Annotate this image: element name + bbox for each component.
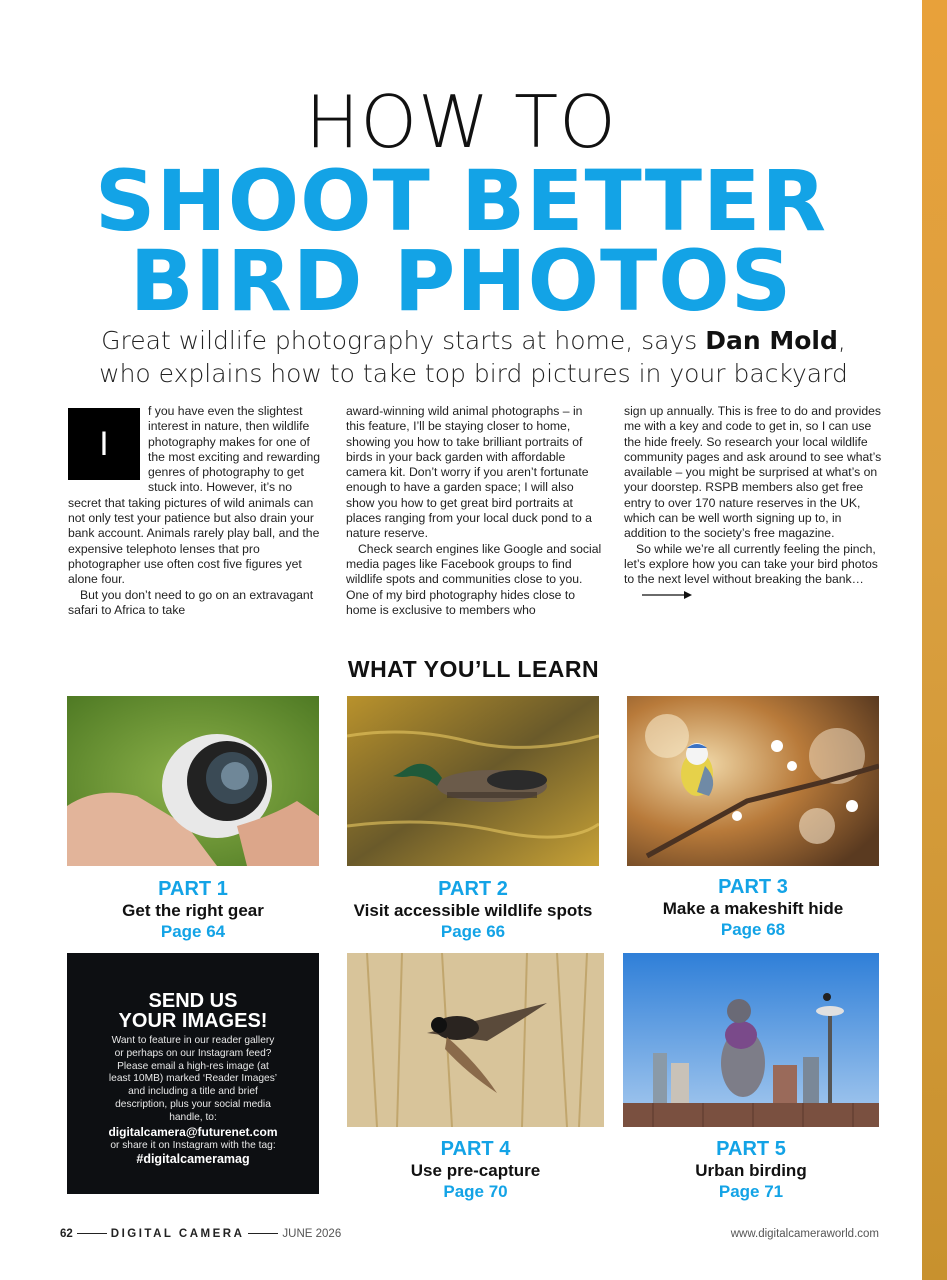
instagram-tag[interactable]: #digitalcameramag xyxy=(136,1152,250,1167)
pigeon-photo xyxy=(623,953,879,1127)
part-1-page: Page 64 xyxy=(160,922,226,941)
continue-arrow-icon xyxy=(642,590,692,600)
part-2-number: PART 2 xyxy=(438,878,508,900)
part-4-title: Use pre-capture xyxy=(410,1161,541,1180)
duck-photo xyxy=(347,696,599,866)
part-5-number: PART 5 xyxy=(716,1138,786,1160)
part-1-number: PART 1 xyxy=(158,878,228,900)
part-2[interactable] xyxy=(327,878,619,943)
col1-para1: f you have even the slightest interest in nature, then wildlife photography makes for one of the most exciting and rewarding genres of photography to get stuck into. However, it’s no secret that taking pictures of wild animals can not only test your patience but also drain your bank account. Animals rarely play ball, and the expensive telephoto lenses that pro photographer use often cost five figures yet alone four. xyxy=(68,404,321,587)
footer-url[interactable]: www.digitalcameraworld.com xyxy=(730,1228,879,1240)
headline-bird-photos: BIRD PHOTOS xyxy=(129,232,793,330)
part-2-title: Visit accessible wildlife spots xyxy=(353,901,593,920)
col1-para2: But you don’t need to go on an extravagant safari to Africa to take xyxy=(68,587,314,617)
blue-tit-photo xyxy=(627,696,879,866)
page-number: 62 xyxy=(60,1228,73,1240)
part-3-title: Make a makeshift hide xyxy=(662,899,844,918)
body-column-2 xyxy=(346,404,604,618)
author-name: Dan Mold xyxy=(705,326,838,355)
part-5[interactable] xyxy=(623,1138,879,1203)
bunting-photo xyxy=(347,953,604,1127)
part-2-page: Page 66 xyxy=(440,922,506,941)
gear-photo xyxy=(67,696,319,866)
issue-date: JUNE 2026 xyxy=(282,1228,342,1240)
part-4-number: PART 4 xyxy=(440,1138,511,1160)
part-4-page: Page 70 xyxy=(443,1182,508,1201)
footer-rule xyxy=(77,1233,107,1234)
send-heading-2: YOUR IMAGES! xyxy=(118,1010,268,1032)
headline-shoot-better: SHOOT BETTER xyxy=(94,152,828,250)
col2-para2: Check search engines like Google and social media pages like Facebook groups to find wildlife spots and communities close to you. One of my bird photography hides close to home is exclusive to members who xyxy=(346,541,602,617)
body-column-3 xyxy=(624,404,882,603)
part-1-title: Get the right gear xyxy=(122,901,264,920)
send-body: Want to feature in our reader gallery or perhaps on our Instagram feed? Please email a high-res image (at least 10MB) marked ‘Reader Images’ and including a title and brief description, plus your social media handle, to: xyxy=(108,1035,278,1123)
standfirst-line2: who explains how to take top bird pictures in your backyard xyxy=(99,359,848,388)
standfirst-pre: Great wildlife photography starts at home, says xyxy=(101,326,706,355)
page-edge-stripe xyxy=(922,0,947,1280)
body-column-1 xyxy=(68,404,326,618)
part-3[interactable] xyxy=(627,876,879,941)
headline-how-to: HOW TO xyxy=(305,80,617,164)
part-5-title: Urban birding xyxy=(695,1161,807,1180)
footer-left xyxy=(60,1228,341,1240)
dropcap: I xyxy=(68,408,140,480)
footer-rule xyxy=(248,1233,278,1234)
standfirst-post: , xyxy=(837,326,846,355)
send-email-link[interactable]: digitalcamera@futurenet.com xyxy=(108,1124,278,1139)
send-heading-1: SEND US xyxy=(148,990,238,1012)
part-1[interactable] xyxy=(67,878,319,943)
send-or: or share it on Instagram with the tag: xyxy=(110,1139,276,1151)
col3-para2: So while we’re all currently feeling the pinch, let’s explore how you can take your bird photos to the next level without breaking the bank… xyxy=(624,541,878,587)
what-youll-learn-heading: WHAT YOU’LL LEARN xyxy=(347,656,600,682)
part-5-page: Page 71 xyxy=(718,1182,784,1201)
part-4[interactable] xyxy=(347,1138,604,1203)
col3-para1: sign up annually. This is free to do and provides me with a key and code to get in, so I can use the hide freely. So research your local wildlife community pages and ask around to see what’s available – you might be surprised at what’s on your doorstep. RSPB members also get free entry to over 170 nature reserves in the UK, which can be well worth signing up to, in addition to the society’s free magazine. xyxy=(624,404,882,541)
send-us-images-box xyxy=(67,953,319,1194)
part-3-page: Page 68 xyxy=(720,920,786,939)
col2-para1: award-winning wild animal photographs – in this feature, I’ll be staying closer to home, showing you how to take brilliant portraits of birds in your back garden with affordable camera kit. Don’t worry if you aren’t fortunate enough to have a garden space; I will also show you how to get great bird portraits at places ranging from your local duck pond to a nature reserve. xyxy=(346,404,592,541)
magazine-name: DIGITAL CAMERA xyxy=(110,1228,245,1240)
standfirst xyxy=(0,324,947,390)
part-3-number: PART 3 xyxy=(718,876,788,898)
